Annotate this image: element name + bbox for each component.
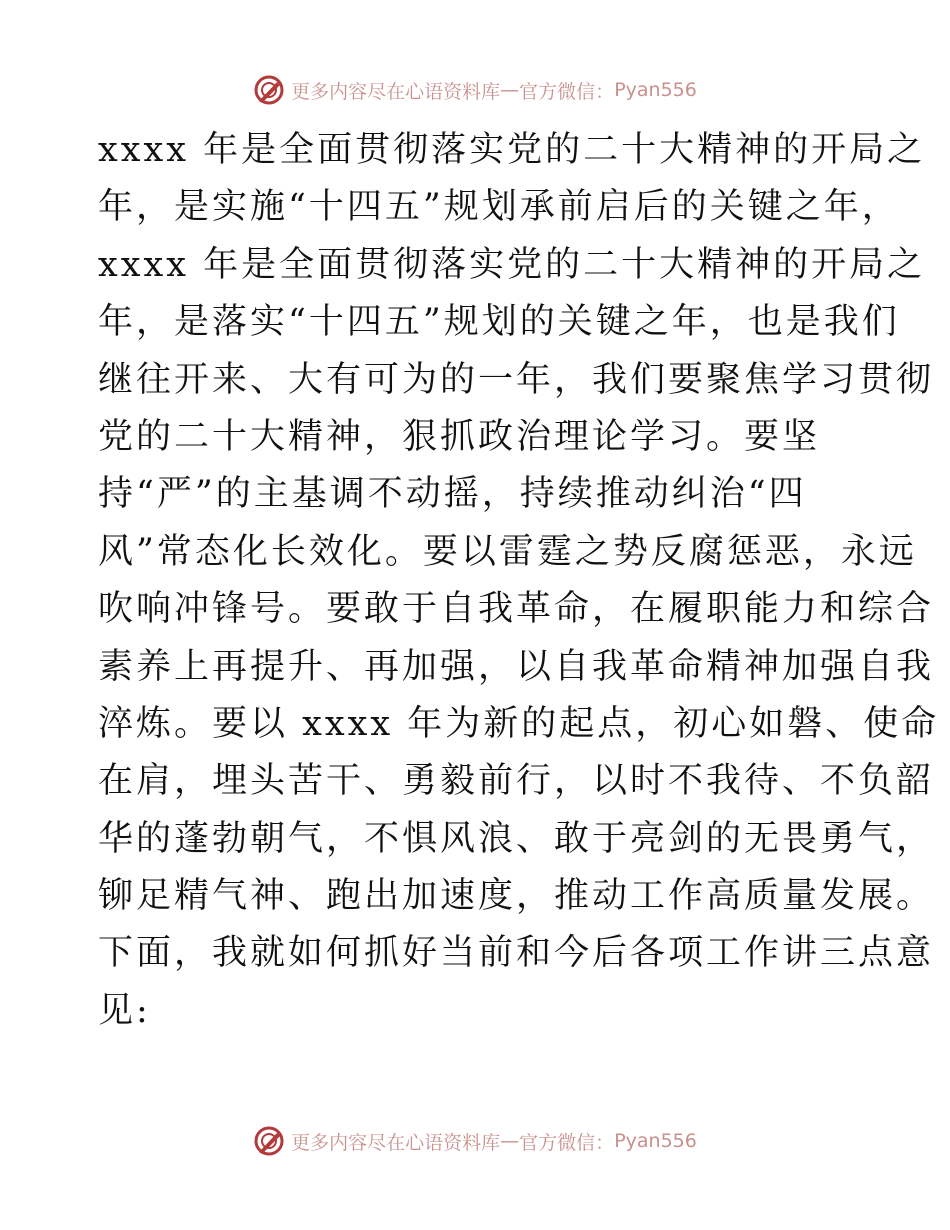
body-line: 见: bbox=[98, 990, 151, 1031]
document-body bbox=[98, 122, 940, 1040]
body-line: 铆足精气神、跑出加速度，推动工作高质量发展。 bbox=[98, 876, 935, 917]
body-line: 党的二十大精神，狠抓政治理论学习。要坚 bbox=[98, 416, 821, 457]
watermark-wechat-label: 官方微信： bbox=[519, 1131, 615, 1154]
watermark-wechat-id: Pyan556 bbox=[614, 1130, 697, 1152]
watermark-site-text: 更多内容尽在心语资料库 bbox=[291, 80, 501, 103]
body-line: xxxx 年是全面贯彻落实党的二十大精神的开局之 bbox=[98, 130, 926, 170]
watermark-wechat-id: Pyan556 bbox=[614, 79, 697, 101]
footer-watermark bbox=[0, 1124, 950, 1158]
body-line: 下面，我就如何抓好当前和今后各项工作讲三点意 bbox=[98, 933, 935, 974]
body-line: 素养上再提升、再加强，以自我革命精神加强自我 bbox=[98, 646, 935, 687]
body-line: 华的蓬勃朝气，不惧风浪、敢于亮剑的无畏勇气， bbox=[98, 818, 935, 859]
body-line: 在肩，埋头苦干、勇毅前行，以时不我待、不负韶 bbox=[98, 761, 935, 802]
body-line: 持“严”的主基调不动摇，持续推动纠治“四 bbox=[98, 474, 807, 515]
body-line: 淬炼。要以 xxxx 年为新的起点，初心如磐、使命 bbox=[98, 703, 940, 744]
header-watermark bbox=[0, 73, 950, 107]
body-line: 年，是实施“十四五”规划承前启后的关键之年， bbox=[98, 187, 900, 228]
pen-logo-icon bbox=[253, 74, 285, 106]
body-line: 吹响冲锋号。要敢于自我革命，在履职能力和综合 bbox=[98, 589, 935, 630]
watermark-site-text: 更多内容尽在心语资料库 bbox=[291, 1131, 501, 1154]
pen-logo-icon bbox=[253, 1125, 285, 1157]
body-line: 继往开来、大有可为的一年，我们要聚焦学习贯彻 bbox=[98, 359, 935, 400]
watermark-separator: — bbox=[500, 1130, 520, 1152]
body-line: 年，是落实“十四五”规划的关键之年，也是我们 bbox=[98, 302, 900, 343]
body-line: 风”常态化长效化。要以雷霆之势反腐惩恶，永远 bbox=[98, 531, 917, 572]
body-line: xxxx 年是全面贯彻落实党的二十大精神的开局之 bbox=[98, 244, 926, 285]
watermark-wechat-label: 官方微信： bbox=[519, 80, 615, 103]
watermark-separator: — bbox=[500, 79, 520, 101]
